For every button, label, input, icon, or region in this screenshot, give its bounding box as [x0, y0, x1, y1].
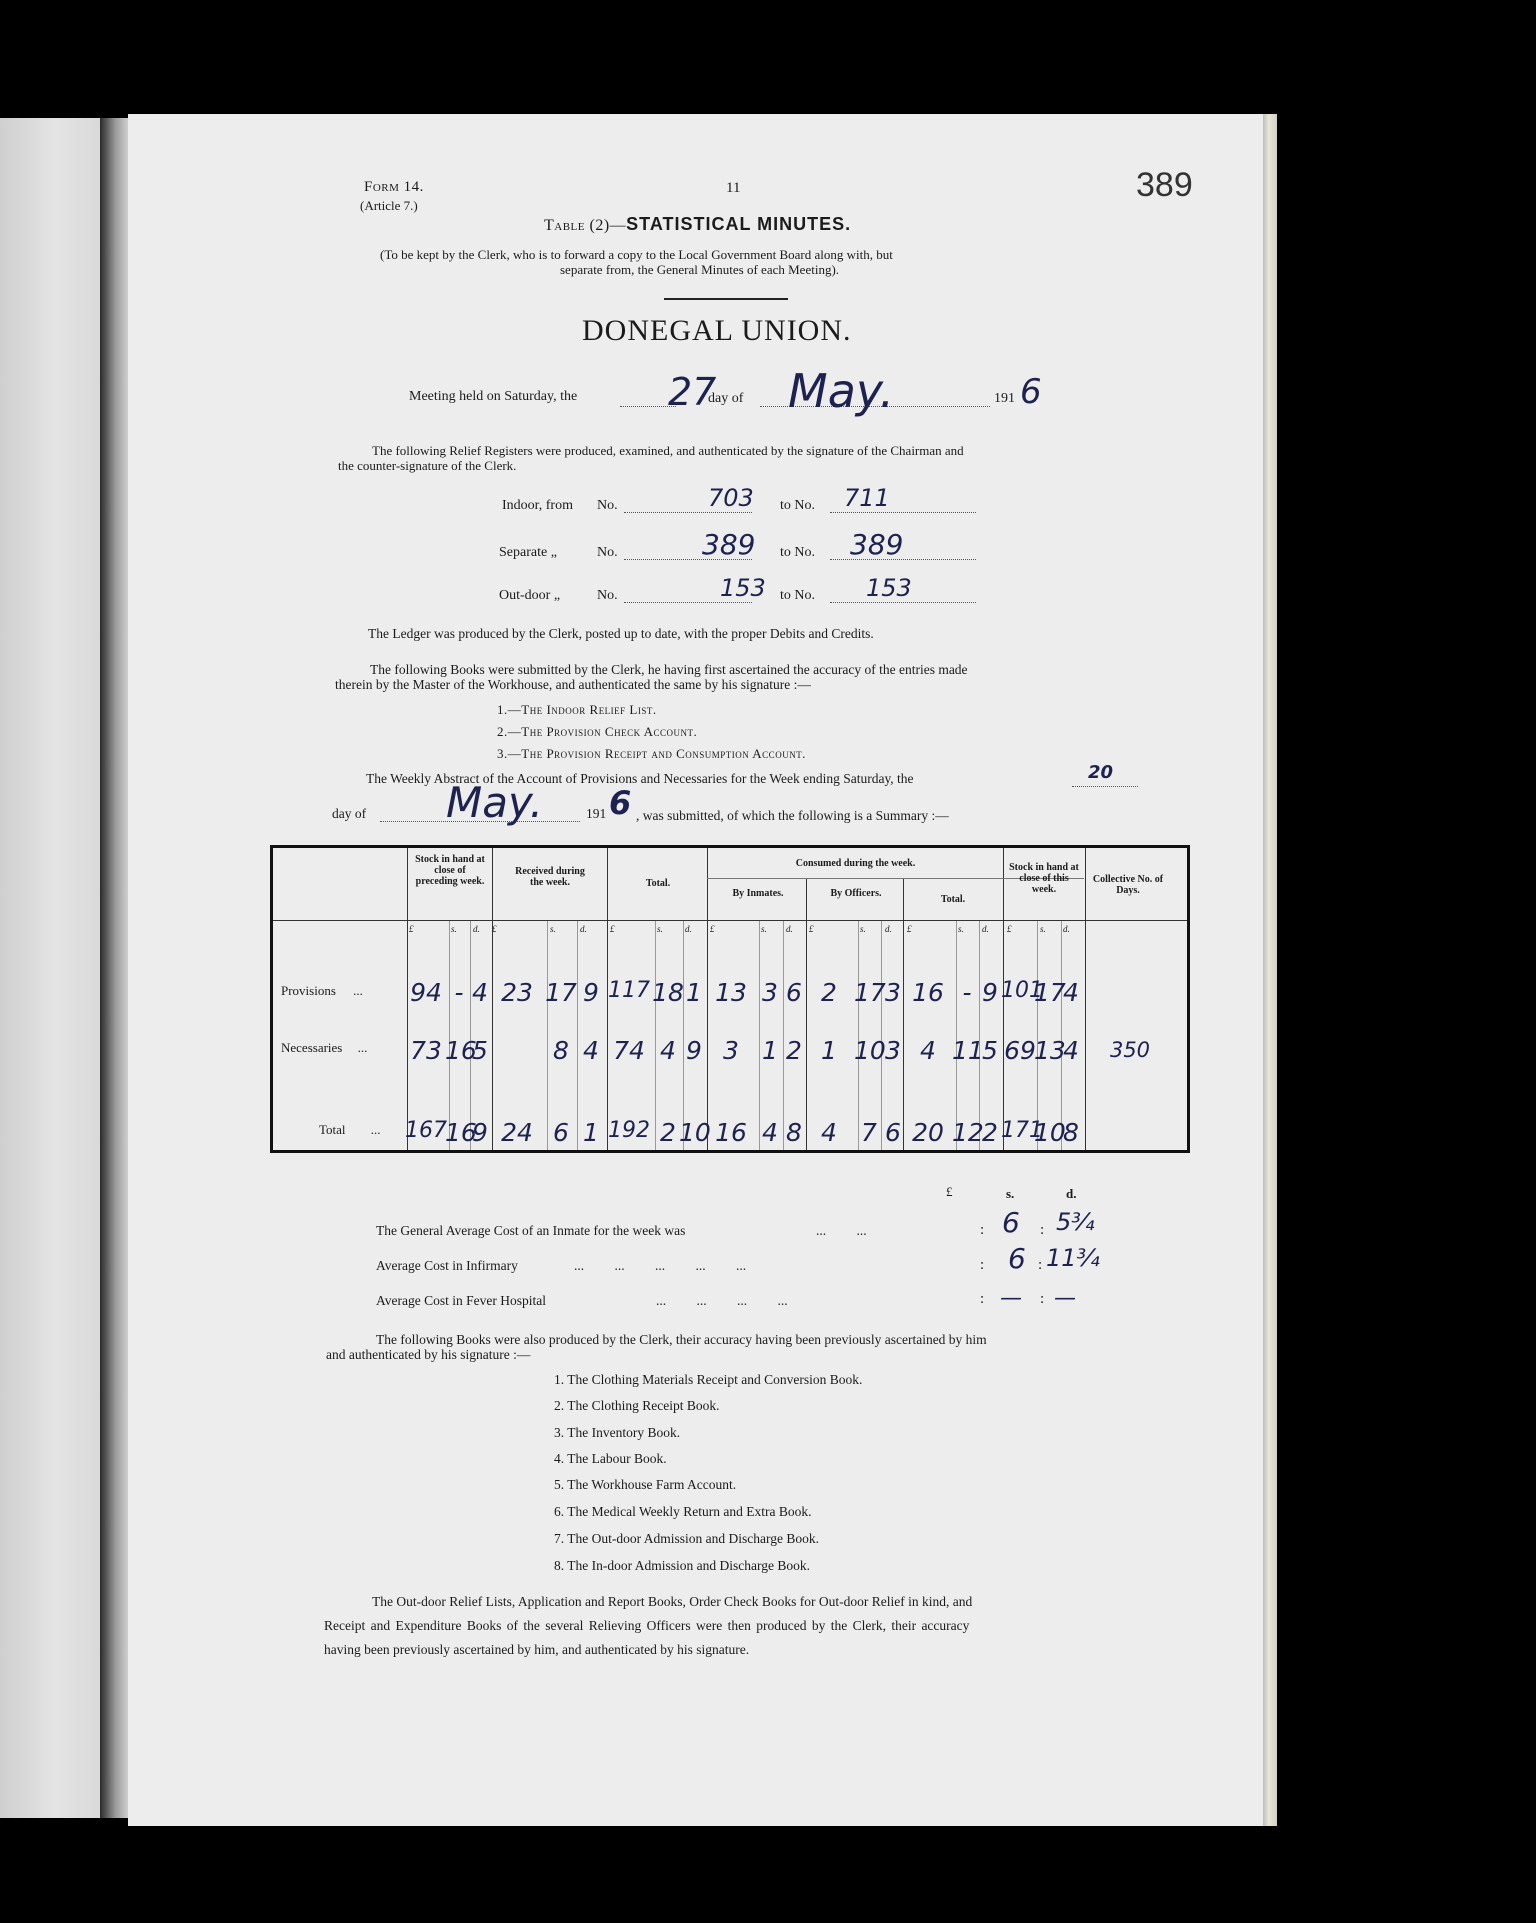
table-cell: 17	[854, 978, 886, 1007]
register-no: No.	[597, 545, 618, 560]
dots: ...	[353, 983, 363, 998]
table-cell: 171	[1001, 1118, 1043, 1143]
table-cell: 16	[715, 1118, 747, 1147]
cost-label-general: The General Average Cost of an Inmate for the week was	[376, 1223, 686, 1238]
table-cell: 10	[854, 1036, 886, 1065]
unit-divider	[783, 920, 784, 1150]
hdr-stock-close: Stock in hand at close of this week.	[1009, 862, 1079, 895]
folio-number: 389	[1136, 166, 1193, 204]
table-cell: 4	[762, 1118, 778, 1147]
unit-label: d.	[982, 924, 989, 934]
table-cell: 9	[982, 978, 998, 1007]
facing-page	[0, 118, 100, 1818]
table-cell: 1	[821, 1036, 837, 1065]
table-cell: 9	[472, 1118, 488, 1147]
register-to-label: to No.	[780, 498, 815, 513]
row-label-necessaries	[281, 1040, 367, 1056]
table-cell: 4	[920, 1036, 936, 1065]
cost-unit-pound: £	[946, 1184, 953, 1199]
table-cell: 2	[660, 1118, 676, 1147]
register-label: Out-door „	[499, 588, 561, 603]
table-cell: -	[962, 978, 972, 1007]
meeting-year-digit: 6	[1020, 372, 1042, 412]
unit-label: s.	[860, 924, 866, 934]
book-item: 2.—The Provision Check Account.	[497, 724, 698, 739]
table-cell: 13	[1034, 1036, 1066, 1065]
collective-days: 350	[1109, 1038, 1151, 1062]
col-divider	[1085, 848, 1086, 1150]
cost-colon: :	[980, 1222, 985, 1238]
books-intro-1: The following Books were submitted by the Clerk, he having first ascertained the accuracy of the entries made	[370, 662, 968, 677]
unit-label: s.	[550, 924, 556, 934]
table-cell: 11	[952, 1036, 984, 1065]
abstract-line-1: The Weekly Abstract of the Account of Provisions and Necessaries for the Week ending Saturday, the	[366, 771, 914, 786]
abstract-month: May.	[446, 778, 543, 827]
table-title	[544, 214, 851, 235]
table-cell: 9	[686, 1036, 702, 1065]
unit-label: s.	[451, 924, 457, 934]
table-cell: 4	[472, 978, 488, 1007]
abstract-day: 20	[1088, 762, 1114, 783]
unit-label: £	[492, 924, 497, 934]
table-cell: 16	[445, 1036, 477, 1065]
registers-intro-1: The following Relief Registers were produced, examined, and authenticated by the signature of the Chairman and	[372, 443, 964, 458]
table-cell: 12	[952, 1118, 984, 1147]
unit-label: d.	[473, 924, 480, 934]
cost-colon: :	[980, 1291, 985, 1307]
table-cell: 4	[660, 1036, 676, 1065]
table-cell: 74	[613, 1036, 645, 1065]
table-cell: 4	[583, 1036, 599, 1065]
cost-colon: :	[980, 1257, 985, 1273]
title-rule	[664, 298, 788, 300]
table-cell: 94	[410, 978, 442, 1007]
table-cell: 1	[583, 1118, 599, 1147]
table-cell: 192	[608, 1118, 650, 1143]
unit-label: £	[409, 924, 414, 934]
row-label-total	[319, 1122, 381, 1138]
unit-label: s.	[1040, 924, 1046, 934]
table-cell: 117	[608, 978, 650, 1003]
unit-divider	[759, 920, 760, 1150]
dots: ...	[357, 1040, 368, 1055]
closing-line-3: having been previously ascertained by him, and authenticated by his signature.	[324, 1642, 750, 1657]
table-cell: 1	[762, 1036, 778, 1065]
table-cell: 1	[686, 978, 702, 1007]
register-line	[830, 602, 976, 603]
register-to: 711	[844, 484, 890, 512]
table-cell: 20	[912, 1118, 944, 1147]
meeting-prefix: Meeting held on Saturday, the	[409, 389, 578, 404]
hdr-by-inmates: By Inmates.	[732, 888, 784, 899]
also-book-item: 4. The Labour Book.	[554, 1451, 667, 1466]
also-book-item: 8. The In-door Admission and Discharge Book.	[554, 1558, 810, 1573]
hdr-consumed: Consumed during the week.	[795, 858, 916, 869]
closing-line-2: Receipt and Expenditure Books of the several Relieving Officers were then produced by the Clerk, their accuracy	[324, 1618, 970, 1633]
table-cell: 5	[472, 1036, 488, 1065]
register-label: Separate „	[499, 545, 557, 560]
instruction-line-1: (To be kept by the Clerk, who is to forward a copy to the Local Government Board along with, but	[380, 247, 893, 262]
abstract-year-digit: 6	[609, 784, 632, 822]
abstract-day-of: day of	[332, 806, 367, 821]
register-from: 153	[720, 574, 766, 602]
table-cell: 3	[762, 978, 778, 1007]
page-number: 11	[726, 180, 741, 196]
table-cell: 8	[1063, 1118, 1079, 1147]
title: STATISTICAL MINUTES.	[626, 214, 852, 234]
table-cell: 4	[821, 1118, 837, 1147]
cost-colon: :	[1038, 1257, 1043, 1273]
table-cell: 6	[553, 1118, 569, 1147]
unit-divider	[449, 920, 450, 1150]
table-cell: 23	[501, 978, 533, 1007]
meeting-day-of: day of	[708, 391, 744, 406]
book-item: 1.—The Indoor Relief List.	[497, 702, 657, 717]
unit-label: d.	[1063, 924, 1070, 934]
table-cell: 17	[545, 978, 577, 1007]
unit-divider	[881, 920, 882, 1150]
also-book-item: 5. The Workhouse Farm Account.	[554, 1477, 737, 1492]
unit-divider	[577, 920, 578, 1150]
register-no: No.	[597, 498, 618, 513]
hdr-total: Total.	[645, 878, 671, 889]
register-no: No.	[597, 588, 618, 603]
table-cell: 7	[861, 1118, 877, 1147]
registers-intro-2: the counter-signature of the Clerk.	[338, 458, 517, 473]
unit-divider	[655, 920, 656, 1150]
union-name: DONEGAL UNION.	[582, 314, 852, 347]
unit-label: £	[610, 924, 615, 934]
table-cell: 18	[652, 978, 684, 1007]
cost-unit-shilling: s.	[1006, 1186, 1015, 1201]
unit-label: s.	[657, 924, 663, 934]
summary-table	[270, 845, 1190, 1153]
register-line	[624, 512, 752, 513]
cost-colon: :	[1040, 1222, 1045, 1238]
unit-label: d.	[885, 924, 892, 934]
book-item: 3.—The Provision Receipt and Consumption Account.	[497, 746, 806, 761]
unit-label: £	[809, 924, 814, 934]
abstract-year-prefix: 191	[586, 806, 607, 821]
table-cell: 73	[410, 1036, 442, 1065]
table-cell: -	[454, 978, 464, 1007]
cost-dots: ... ... ... ...	[656, 1293, 788, 1308]
table-cell: 9	[583, 978, 599, 1007]
also-intro-1: The following Books were also produced by the Clerk, their accuracy having been previously ascertained by him	[376, 1332, 987, 1347]
register-line	[830, 512, 976, 513]
hdr-consumed-total: Total.	[940, 894, 966, 905]
cost-pence: 5¾	[1056, 1208, 1095, 1236]
unit-label: s.	[761, 924, 767, 934]
table-cell: 167	[405, 1118, 447, 1143]
hdr-received: Received during the week.	[515, 866, 585, 888]
register-line	[624, 602, 752, 603]
table-cell: 101	[1001, 978, 1043, 1003]
unit-label: d.	[786, 924, 793, 934]
page-edge	[1263, 114, 1277, 1826]
header-rule	[273, 920, 1187, 921]
table-cell: 8	[786, 1118, 802, 1147]
table-cell: 6	[786, 978, 802, 1007]
register-from: 389	[702, 528, 756, 561]
table-cell: 5	[982, 1036, 998, 1065]
meeting-month: May.	[788, 364, 895, 418]
also-book-item: 3. The Inventory Book.	[554, 1425, 681, 1440]
table-prefix: Table (2)—	[544, 217, 627, 234]
instruction-line-2: separate from, the General Minutes of each Meeting).	[560, 262, 840, 277]
unit-divider	[956, 920, 957, 1150]
books-intro-2: therein by the Master of the Workhouse, and authenticated the same by his signature :—	[335, 677, 811, 692]
row-label: Necessaries	[281, 1040, 343, 1055]
meeting-day: 27	[668, 370, 717, 414]
table-cell: 10	[679, 1118, 711, 1147]
unit-label: d.	[580, 924, 587, 934]
meeting-year-prefix: 191	[994, 391, 1015, 406]
also-intro-2: and authenticated by his signature :—	[326, 1347, 531, 1362]
unit-divider	[1037, 920, 1038, 1150]
table-cell: 24	[501, 1118, 533, 1147]
cost-colon: :	[1040, 1291, 1045, 1307]
unit-label: s.	[958, 924, 964, 934]
table-cell: 2	[786, 1036, 802, 1065]
hdr-collective: Collective No. of Days.	[1092, 874, 1164, 896]
table-cell: 3	[885, 978, 901, 1007]
register-to: 153	[866, 574, 912, 602]
also-book-item: 2. The Clothing Receipt Book.	[554, 1398, 720, 1413]
register-to: 389	[850, 528, 904, 561]
cost-pence: —	[1054, 1286, 1076, 1311]
form-number: Form 14.	[364, 179, 424, 195]
row-label: Provisions	[281, 983, 336, 998]
cost-dots: ... ...	[816, 1223, 867, 1238]
table-cell: 69	[1004, 1036, 1036, 1065]
cost-shillings: 6	[1008, 1242, 1026, 1275]
table-cell: 4	[1063, 1036, 1079, 1065]
document-page	[128, 114, 1263, 1826]
table-cell: 16	[445, 1118, 477, 1147]
unit-divider	[979, 920, 980, 1150]
unit-divider	[547, 920, 548, 1150]
abstract-day-line	[1072, 786, 1138, 787]
table-cell: 4	[1063, 978, 1079, 1007]
col-divider	[903, 878, 904, 1150]
table-cell: 13	[715, 978, 747, 1007]
table-cell: 3	[723, 1036, 739, 1065]
ledger-statement: The Ledger was produced by the Clerk, posted up to date, with the proper Debits and Credits.	[368, 626, 874, 641]
abstract-suffix: , was submitted, of which the following is a Summary :—	[636, 808, 949, 823]
register-to-label: to No.	[780, 588, 815, 603]
table-cell: 2	[821, 978, 837, 1007]
hdr-stock-prev: Stock in hand at close of preceding week.	[415, 854, 485, 887]
unit-divider	[858, 920, 859, 1150]
unit-label: d.	[685, 924, 692, 934]
row-label-provisions	[281, 983, 363, 999]
cost-label-fever: Average Cost in Fever Hospital	[376, 1293, 546, 1308]
also-book-item: 6. The Medical Weekly Return and Extra Book.	[554, 1504, 812, 1519]
table-cell: 3	[885, 1036, 901, 1065]
table-cell: 16	[912, 978, 944, 1007]
also-book-item: 7. The Out-door Admission and Discharge Book.	[554, 1531, 819, 1546]
cost-unit-pence: d.	[1066, 1186, 1077, 1201]
unit-divider	[470, 920, 471, 1150]
cost-shillings: 6	[1002, 1206, 1020, 1239]
hdr-by-officers: By Officers.	[830, 888, 882, 899]
also-book-item: 1. The Clothing Materials Receipt and Conversion Book.	[554, 1372, 863, 1387]
cost-dots: ... ... ... ... ...	[574, 1258, 747, 1273]
unit-label: £	[907, 924, 912, 934]
dots: ...	[370, 1122, 381, 1137]
register-from: 703	[708, 484, 754, 512]
table-cell: 6	[885, 1118, 901, 1147]
cost-label-infirmary: Average Cost in Infirmary	[376, 1258, 518, 1273]
table-cell: 8	[553, 1036, 569, 1065]
cost-pence: 11¾	[1046, 1244, 1100, 1272]
row-label: Total	[319, 1122, 346, 1137]
table-cell: 10	[1034, 1118, 1066, 1147]
book-gutter	[100, 118, 128, 1818]
article-ref: (Article 7.)	[360, 198, 418, 213]
closing-line-1: The Out-door Relief Lists, Application and Report Books, Order Check Books for Out-door Relief in kind, and	[372, 1594, 973, 1609]
table-cell: 17	[1034, 978, 1066, 1007]
table-cell: 2	[982, 1118, 998, 1147]
register-to-label: to No.	[780, 545, 815, 560]
cost-shillings: —	[1000, 1286, 1022, 1311]
register-label: Indoor, from	[502, 498, 573, 513]
unit-label: £	[1007, 924, 1012, 934]
unit-divider	[683, 920, 684, 1150]
col-divider	[806, 878, 807, 1150]
unit-label: £	[710, 924, 715, 934]
unit-divider	[1061, 920, 1062, 1150]
